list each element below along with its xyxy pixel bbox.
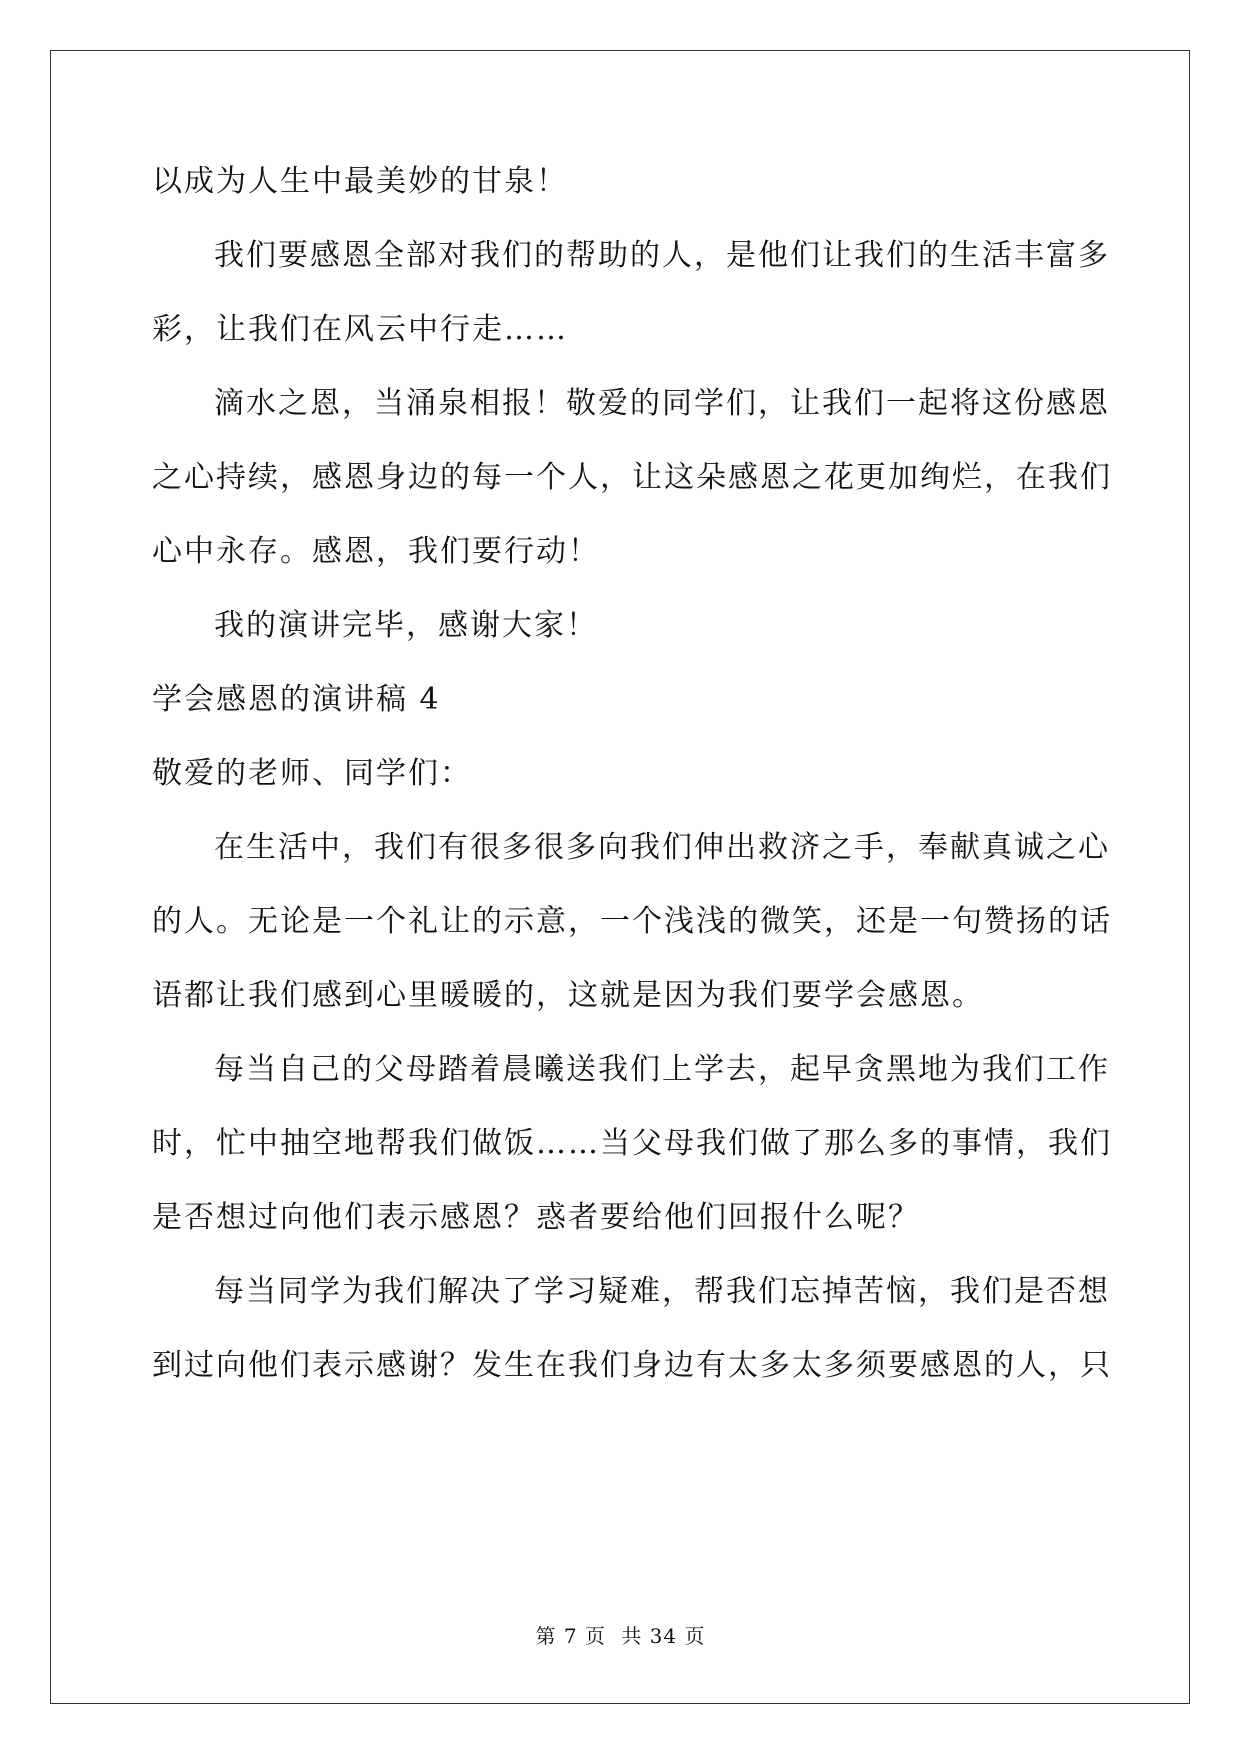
page-number: 第 7 页 — [535, 1624, 606, 1648]
paragraph-line: 心中永存。感恩，我们要行动！ — [152, 534, 600, 569]
paragraph-line: 到过向他们表示感谢？发生在我们身边有太多太多须要感恩的人，只 — [152, 1348, 1112, 1383]
paragraph-line: 之心持续，感恩身边的每一个人，让这朵感恩之花更加绚烂，在我们 — [152, 460, 1112, 495]
paragraph-line: 我们要感恩全部对我们的帮助的人，是他们让我们的生活丰富多 — [214, 238, 1110, 273]
paragraph-line: 的人。无论是一个礼让的示意，一个浅浅的微笑，还是一句赞扬的话 — [152, 904, 1112, 939]
paragraph-line: 时，忙中抽空地帮我们做饭……当父母我们做了那么多的事情，我们 — [152, 1126, 1112, 1161]
paragraph-line: 滴水之恩，当涌泉相报！敬爱的同学们，让我们一起将这份感恩 — [214, 386, 1110, 421]
paragraph-line: 我的演讲完毕，感谢大家！ — [214, 608, 598, 643]
paragraph-line: 彩，让我们在风云中行走…… — [152, 312, 568, 347]
page-total: 共 34 页 — [621, 1624, 706, 1648]
paragraph-line: 每当自己的父母踏着晨曦送我们上学去，起早贪黑地为我们工作 — [214, 1052, 1110, 1087]
page-footer — [0, 1620, 1241, 1649]
paragraph-line: 是否想过向他们表示感恩？惑者要给他们回报什么呢？ — [152, 1200, 920, 1235]
salutation: 敬爱的老师、同学们： — [152, 756, 472, 791]
paragraph-line: 每当同学为我们解决了学习疑难，帮我们忘掉苦恼，我们是否想 — [214, 1274, 1110, 1309]
page-border — [50, 50, 1190, 1704]
paragraph-line: 语都让我们感到心里暖暖的，这就是因为我们要学会感恩。 — [152, 978, 984, 1013]
section-title: 学会感恩的演讲稿 4 — [152, 682, 441, 717]
paragraph-line: 在生活中，我们有很多很多向我们伸出救济之手，奉献真诚之心 — [214, 830, 1110, 865]
paragraph-line: 以成为人生中最美妙的甘泉！ — [152, 164, 568, 199]
